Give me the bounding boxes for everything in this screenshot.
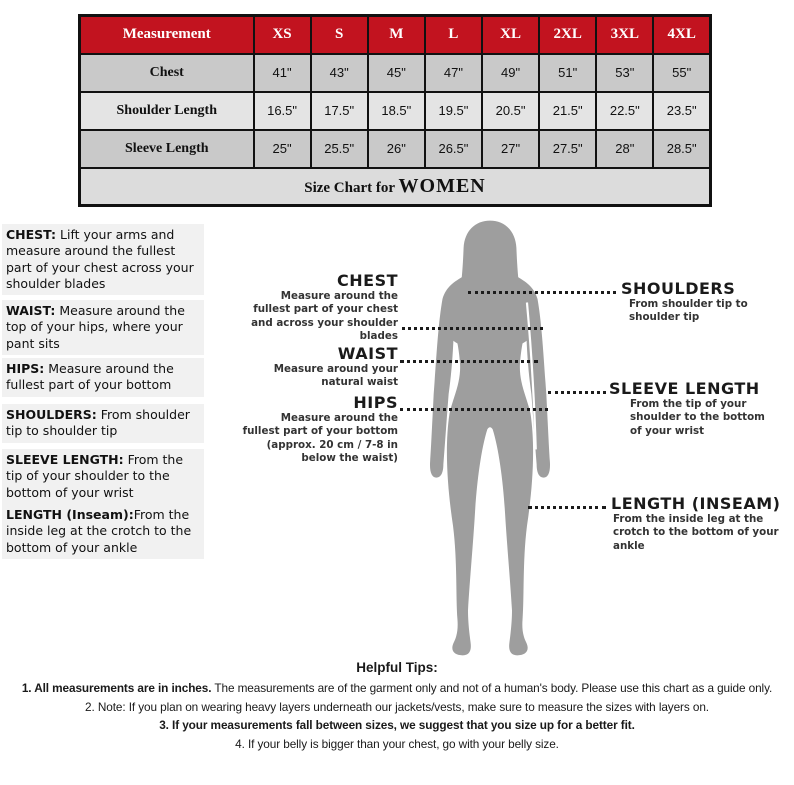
- cell: 45": [368, 54, 425, 92]
- callout-desc: From shoulder tip to shoulder tip: [629, 297, 748, 324]
- table-row-chest: [80, 54, 711, 92]
- measure-note-length-inseam: [2, 504, 204, 559]
- callout-waist: [241, 345, 398, 390]
- row-label: Chest: [80, 54, 254, 92]
- hips-measure-line: [400, 408, 548, 411]
- header-xs: XS: [254, 16, 311, 54]
- table-footer-row: [80, 168, 711, 206]
- header-measurement: Measurement: [80, 16, 254, 54]
- note-label: SLEEVE LENGTH:: [6, 452, 124, 467]
- measure-note-shoulders: [2, 404, 204, 443]
- shoulders-measure-line: [468, 291, 616, 294]
- callout-desc: Measure around your natural waist: [273, 362, 398, 389]
- header-s: S: [311, 16, 368, 54]
- cell: 25.5": [311, 130, 368, 168]
- cell: 19.5": [425, 92, 482, 130]
- callout-title: HIPS: [353, 393, 398, 412]
- table-caption: [80, 168, 711, 206]
- cell: 28.5": [653, 130, 710, 168]
- cell: 51": [539, 54, 596, 92]
- measure-note-chest: [2, 224, 204, 295]
- tip-item-1: [0, 681, 794, 695]
- note-label: SHOULDERS:: [6, 407, 97, 422]
- cell: 25": [254, 130, 311, 168]
- note-text: Measure around the top of your hips, where your pant sits: [6, 303, 185, 351]
- cell: 27.5": [539, 130, 596, 168]
- callout-desc: Measure around the fullest part of your bottom (approx. 20 cm / 7-8 in below the waist): [242, 411, 398, 465]
- note-label: LENGTH (Inseam):: [6, 507, 134, 522]
- tip-strong: 1. All measurements are in inches.: [21, 681, 212, 695]
- cell: 49": [482, 54, 539, 92]
- cell: 55": [653, 54, 710, 92]
- note-label: CHEST:: [6, 227, 57, 242]
- callout-chest: [241, 272, 398, 344]
- table-row-shoulder-length: [80, 92, 711, 130]
- tip-strong: 3. If your measurements fall between sizes, we suggest that you size up for a better fit.: [159, 718, 635, 732]
- callout-title: CHEST: [337, 271, 398, 290]
- inseam-indicator-line: [486, 434, 490, 615]
- waist-measure-line: [400, 360, 538, 363]
- callout-title: SLEEVE LENGTH: [609, 379, 760, 398]
- cell: 41": [254, 54, 311, 92]
- tip-item-2: [0, 700, 794, 714]
- note-text: From shoulder tip to shoulder tip: [6, 407, 190, 439]
- callout-title: SHOULDERS: [621, 279, 736, 298]
- header-3xl: 3XL: [596, 16, 653, 54]
- note-label: HIPS:: [6, 361, 45, 376]
- cell: 18.5": [368, 92, 425, 130]
- callout-title: LENGTH (INSEAM): [611, 494, 781, 513]
- chest-measure-line: [402, 327, 543, 330]
- table-row-sleeve-length: [80, 130, 711, 168]
- callout-desc: Measure around the fullest part of your chest and across your shoulder blades: [251, 289, 398, 343]
- size-chart-table: [78, 14, 712, 207]
- tip-item-3: [0, 718, 794, 732]
- callout-hips: [241, 394, 398, 466]
- cell: 23.5": [653, 92, 710, 130]
- cell: 53": [596, 54, 653, 92]
- row-label: Shoulder Length: [80, 92, 254, 130]
- note-text: Lift your arms and measure around the fullest part of your chest across your shoulder blades: [6, 227, 194, 291]
- header-xl: XL: [482, 16, 539, 54]
- table-caption-audience: WOMEN: [398, 174, 486, 197]
- measure-note-waist: [2, 300, 204, 355]
- callout-length-inseam: [611, 495, 783, 553]
- header-l: L: [425, 16, 482, 54]
- cell: 16.5": [254, 92, 311, 130]
- header-4xl: 4XL: [653, 16, 710, 54]
- helpful-tips-section: [0, 660, 794, 755]
- note-text: Measure around the fullest part of your bottom: [6, 361, 174, 393]
- cell: 28": [596, 130, 653, 168]
- callout-desc: From the tip of your shoulder to the bottom of your wrist: [630, 397, 765, 437]
- tip-text: 2. Note: If you plan on wearing heavy layers underneath our jackets/vests, make sure to measure the sizes with layers on.: [85, 699, 709, 714]
- note-text: From the tip of your shoulder to the bottom of your wrist: [6, 452, 184, 500]
- cell: 17.5": [311, 92, 368, 130]
- sleeve-measure-line: [548, 391, 606, 394]
- callout-sleeve-length: [609, 380, 779, 438]
- cell: 47": [425, 54, 482, 92]
- table-header-row: [80, 16, 711, 54]
- measure-note-sleeve-length: [2, 449, 204, 504]
- note-text: From the inside leg at the crotch to the bottom of your ankle: [6, 507, 192, 555]
- tip-text: The measurements are of the garment only and not of a human's body. Please use this chart as a guide only.: [211, 681, 773, 695]
- table-caption-prefix: Size Chart for: [304, 179, 395, 196]
- header-2xl: 2XL: [539, 16, 596, 54]
- tip-item-4: [0, 737, 794, 751]
- row-label: Sleeve Length: [80, 130, 254, 168]
- tips-heading: Helpful Tips:: [356, 660, 438, 675]
- inseam-measure-line: [528, 506, 606, 509]
- header-m: M: [368, 16, 425, 54]
- cell: 21.5": [539, 92, 596, 130]
- measure-note-hips: [2, 358, 204, 397]
- cell: 20.5": [482, 92, 539, 130]
- note-label: WAIST:: [6, 303, 56, 318]
- cell: 26": [368, 130, 425, 168]
- cell: 22.5": [596, 92, 653, 130]
- callout-title: WAIST: [337, 344, 398, 363]
- cell: 26.5": [425, 130, 482, 168]
- cell: 43": [311, 54, 368, 92]
- callout-shoulders: [621, 280, 771, 325]
- woman-back-silhouette: [402, 218, 578, 658]
- callout-desc: From the inside leg at the crotch to the bottom of your ankle: [613, 512, 779, 552]
- cell: 27": [482, 130, 539, 168]
- tip-text: 4. If your belly is bigger than your chest, go with your belly size.: [235, 736, 559, 751]
